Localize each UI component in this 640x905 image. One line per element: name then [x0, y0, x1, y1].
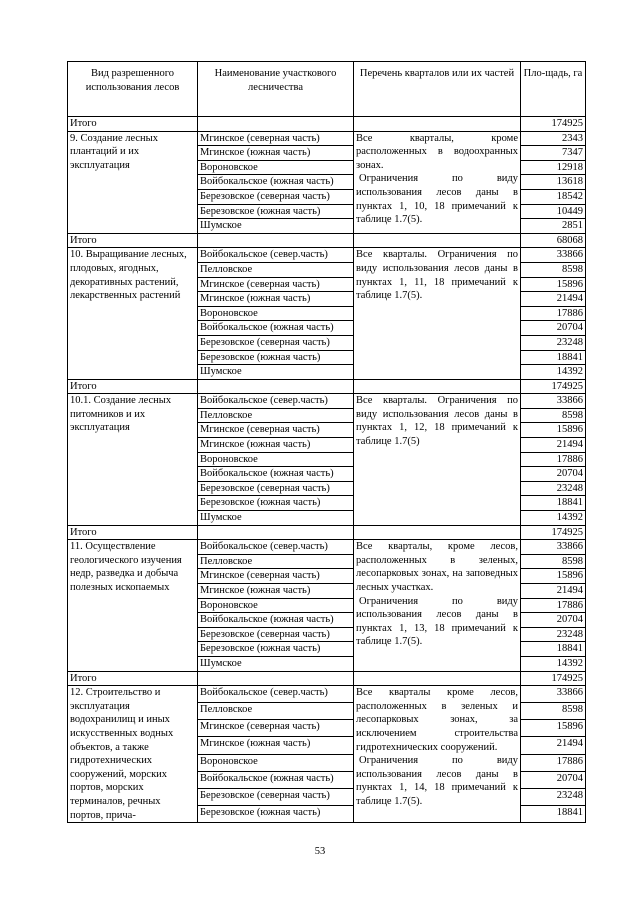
total-label: Итого [68, 671, 198, 686]
table-body [68, 117, 586, 823]
quarters-cell [354, 540, 521, 671]
forestry-name-cell: Березовское (северная часть) [198, 481, 354, 496]
forestry-name-cell: Березовское (южная часть) [198, 350, 354, 365]
forestry-name-cell: Войбокальское (север.часть) [198, 686, 354, 703]
forestry-name-cell: Войбокальское (север.часть) [198, 394, 354, 409]
area-cell: 17886 [521, 598, 586, 613]
total-area: 174925 [521, 671, 586, 686]
area-cell: 14392 [521, 365, 586, 380]
forestry-name-cell: Мгинское (южная часть) [198, 146, 354, 161]
area-cell: 18841 [521, 805, 586, 822]
area-cell: 20704 [521, 321, 586, 336]
area-cell: 21494 [521, 584, 586, 599]
quarters-text: Все кварталы, кроме лесов, расположенных в зеленых, лесопарковых зонах, на заповедных лесных участках. [356, 541, 518, 593]
area-cell: 12918 [521, 160, 586, 175]
forestry-name-cell: Шумское [198, 365, 354, 380]
forestry-name-cell: Войбокальское (южная часть) [198, 771, 354, 788]
forestry-name-cell: Березовское (южная часть) [198, 204, 354, 219]
header-area: Пло-щадь, га [521, 62, 586, 117]
total-label: Итого [68, 233, 198, 248]
total-blank [354, 233, 521, 248]
area-cell: 23248 [521, 481, 586, 496]
total-blank [354, 117, 521, 132]
table-row [68, 248, 586, 263]
quarters-text: Все кварталы, кроме расположенных в водоохранных зонах. [356, 132, 518, 171]
area-cell: 2343 [521, 131, 586, 146]
total-blank [198, 671, 354, 686]
area-cell: 17886 [521, 754, 586, 771]
area-cell: 20704 [521, 613, 586, 628]
forestry-name-cell: Пелловское [198, 554, 354, 569]
forestry-name-cell: Пелловское [198, 408, 354, 423]
area-cell: 15896 [521, 277, 586, 292]
area-cell: 33866 [521, 248, 586, 263]
forestry-name-cell: Мгинское (северная часть) [198, 423, 354, 438]
forestry-name-cell: Березовское (южная часть) [198, 496, 354, 511]
quarters-cell [354, 248, 521, 379]
area-cell: 18841 [521, 496, 586, 511]
area-cell: 20704 [521, 467, 586, 482]
area-cell: 10449 [521, 204, 586, 219]
use-type-cell: 10.1. Создание лесных питомников и их эксплуатация [68, 394, 198, 525]
use-type-cell: 9. Создание лесных плантаций и их эксплуатация [68, 131, 198, 233]
area-cell: 14392 [521, 656, 586, 671]
forestry-name-cell: Вороновское [198, 160, 354, 175]
table-row [68, 394, 586, 409]
total-row [68, 379, 586, 394]
quarters-cell [354, 131, 521, 233]
table-header-row [68, 62, 586, 117]
use-type-cell: 10. Выращивание лесных, плодовых, ягодных, декоративных растений, лекарственных растений [68, 248, 198, 379]
quarters-text: Ограничения по виду использования лесов даны в пунктах 1, 14, 18 примечаний к таблице 1.7(5). [356, 755, 518, 807]
forestry-name-cell: Березовское (южная часть) [198, 642, 354, 657]
use-type-cell: 12. Строительство и эксплуатация водохранилищ и иных искусственных водных объектов, а также гидротехнических сооружений, морских портов, морских терминалов, речных портов, прича- [68, 686, 198, 823]
area-cell: 18841 [521, 350, 586, 365]
total-area: 174925 [521, 525, 586, 540]
area-cell: 15896 [521, 423, 586, 438]
area-cell: 23248 [521, 788, 586, 805]
quarters-cell [354, 686, 521, 823]
total-blank [354, 671, 521, 686]
forestry-name-cell: Березовское (северная часть) [198, 189, 354, 204]
use-type-cell: 11. Осуществление геологического изучения недр, разведка и добыча полезных ископаемых [68, 540, 198, 671]
forestry-name-cell: Мгинское (северная часть) [198, 720, 354, 737]
total-blank [198, 233, 354, 248]
total-row [68, 525, 586, 540]
quarters-text: Все кварталы. Ограничения по виду использования лесов даны в пунктах 1, 12, 18 примечаний к таблице 1.7(5) [356, 395, 518, 448]
forestry-name-cell: Мгинское (южная часть) [198, 584, 354, 599]
area-cell: 21494 [521, 737, 586, 754]
quarters-cell [354, 394, 521, 525]
area-cell: 2851 [521, 219, 586, 234]
area-cell: 23248 [521, 627, 586, 642]
forestry-name-cell: Вороновское [198, 452, 354, 467]
forestry-name-cell: Березовское (северная часть) [198, 627, 354, 642]
header-forestry: Наименование участкового лесничества [198, 62, 354, 117]
area-cell: 17886 [521, 452, 586, 467]
area-cell: 15896 [521, 720, 586, 737]
total-row [68, 233, 586, 248]
total-label: Итого [68, 525, 198, 540]
area-cell: 33866 [521, 394, 586, 409]
area-cell: 33866 [521, 686, 586, 703]
forestry-name-cell: Пелловское [198, 703, 354, 720]
total-blank [198, 525, 354, 540]
forestry-name-cell: Войбокальское (южная часть) [198, 613, 354, 628]
area-cell: 33866 [521, 540, 586, 555]
forestry-name-cell: Березовское (северная часть) [198, 788, 354, 805]
forestry-name-cell: Вороновское [198, 306, 354, 321]
area-cell: 8598 [521, 262, 586, 277]
total-blank [354, 525, 521, 540]
forestry-name-cell: Войбокальское (север.часть) [198, 248, 354, 263]
forestry-name-cell: Вороновское [198, 754, 354, 771]
total-area: 68068 [521, 233, 586, 248]
total-row [68, 117, 586, 132]
area-cell: 20704 [521, 771, 586, 788]
area-cell: 18841 [521, 642, 586, 657]
total-blank [198, 379, 354, 394]
area-cell: 21494 [521, 438, 586, 453]
table-row [68, 131, 586, 146]
forestry-name-cell: Мгинское (южная часть) [198, 438, 354, 453]
forestry-name-cell: Мгинское (южная часть) [198, 737, 354, 754]
area-cell: 15896 [521, 569, 586, 584]
quarters-text: Ограничения по виду использования лесов даны в пунктах 1, 13, 18 примечаний к таблице 1.7(5). [356, 595, 518, 648]
area-cell: 7347 [521, 146, 586, 161]
forestry-name-cell: Вороновское [198, 598, 354, 613]
area-cell: 17886 [521, 306, 586, 321]
forestry-name-cell: Мгинское (южная часть) [198, 292, 354, 307]
forestry-name-cell: Войбокальское (южная часть) [198, 467, 354, 482]
forestry-name-cell: Шумское [198, 511, 354, 526]
area-cell: 23248 [521, 335, 586, 350]
total-row [68, 671, 586, 686]
forestry-name-cell: Шумское [198, 219, 354, 234]
area-cell: 14392 [521, 511, 586, 526]
total-label: Итого [68, 117, 198, 132]
table-row [68, 540, 586, 555]
total-label: Итого [68, 379, 198, 394]
forestry-name-cell: Шумское [198, 656, 354, 671]
page-number: 53 [314, 846, 326, 857]
area-cell: 8598 [521, 408, 586, 423]
table-row [68, 686, 586, 703]
forestry-name-cell: Мгинское (северная часть) [198, 131, 354, 146]
quarters-text: Все кварталы кроме лесов, расположенных в зеленых и лесопарковых зонах, за исключением строительства гидротехнических сооружений. [356, 687, 518, 753]
total-area: 174925 [521, 117, 586, 132]
quarters-text: Ограничения по виду использования лесов даны в пунктах 1, 10, 18 примечаний к таблице 1.7(5). [356, 173, 518, 226]
forestry-name-cell: Березовское (южная часть) [198, 805, 354, 822]
area-cell: 21494 [521, 292, 586, 307]
header-use: Вид разрешенного использования лесов [68, 62, 198, 117]
forestry-name-cell: Мгинское (северная часть) [198, 569, 354, 584]
area-cell: 18542 [521, 189, 586, 204]
forestry-name-cell: Мгинское (северная часть) [198, 277, 354, 292]
area-cell: 13618 [521, 175, 586, 190]
area-cell: 8598 [521, 703, 586, 720]
forestry-name-cell: Пелловское [198, 262, 354, 277]
quarters-text: Все кварталы. Ограничения по виду использования лесов даны в пунктах 1, 11, 18 примечаний к таблице 1.7(5). [356, 249, 518, 302]
area-cell: 8598 [521, 554, 586, 569]
header-quarters: Перечень кварталов или их частей [354, 62, 521, 117]
total-blank [354, 379, 521, 394]
forestry-name-cell: Войбокальское (север.часть) [198, 540, 354, 555]
total-area: 174925 [521, 379, 586, 394]
total-blank [198, 117, 354, 132]
forestry-name-cell: Войбокальское (южная часть) [198, 321, 354, 336]
forestry-name-cell: Березовское (северная часть) [198, 335, 354, 350]
forestry-name-cell: Войбокальское (южная часть) [198, 175, 354, 190]
forest-use-table [67, 61, 586, 823]
